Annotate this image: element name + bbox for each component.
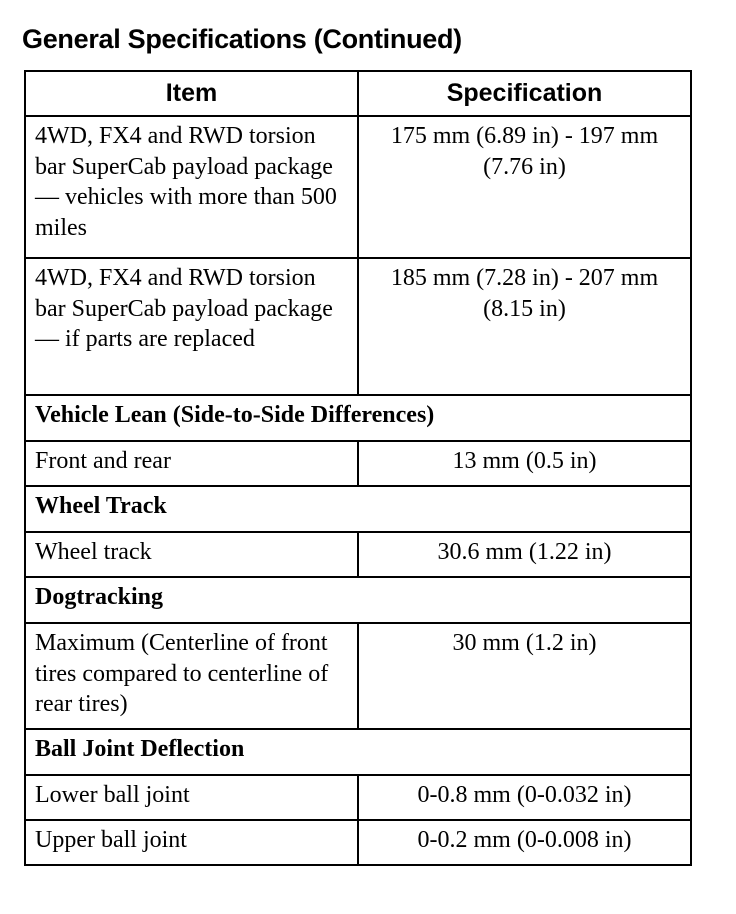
specification-cell: 185 mm (7.28 in) - 207 mm (8.15 in)	[358, 258, 691, 395]
table-row	[25, 623, 691, 729]
column-header-specification: Specification	[358, 71, 691, 116]
table-row	[25, 775, 691, 820]
section-heading: Ball Joint Deflection	[25, 729, 691, 775]
item-cell: Wheel track	[25, 532, 358, 577]
item-cell: Maximum (Centerline of front tires compared to centerline of rear tires)	[25, 623, 358, 729]
table-row	[25, 258, 691, 395]
page-title: General Specifications (Continued)	[22, 24, 462, 54]
table-header-row	[25, 71, 691, 116]
specification-cell: 30 mm (1.2 in)	[358, 623, 691, 729]
specification-cell: 30.6 mm (1.22 in)	[358, 532, 691, 577]
section-row	[25, 486, 691, 532]
specification-cell: 0-0.2 mm (0-0.008 in)	[358, 820, 691, 865]
item-cell: 4WD, FX4 and RWD torsion bar SuperCab payload package — if parts are replaced	[25, 258, 358, 395]
section-row	[25, 577, 691, 623]
item-cell: 4WD, FX4 and RWD torsion bar SuperCab payload package — vehicles with more than 500 miles	[25, 116, 358, 258]
table-row	[25, 532, 691, 577]
table-row	[25, 820, 691, 865]
table-row	[25, 116, 691, 258]
table-row	[25, 441, 691, 486]
specification-cell: 13 mm (0.5 in)	[358, 441, 691, 486]
specification-cell: 0-0.8 mm (0-0.032 in)	[358, 775, 691, 820]
item-cell: Front and rear	[25, 441, 358, 486]
section-heading: Wheel Track	[25, 486, 691, 532]
column-header-item: Item	[25, 71, 358, 116]
item-cell: Upper ball joint	[25, 820, 358, 865]
item-cell: Lower ball joint	[25, 775, 358, 820]
section-row	[25, 729, 691, 775]
section-heading: Vehicle Lean (Side-to-Side Differences)	[25, 395, 691, 441]
section-row	[25, 395, 691, 441]
specifications-table	[24, 70, 692, 866]
section-heading: Dogtracking	[25, 577, 691, 623]
specification-cell: 175 mm (6.89 in) - 197 mm (7.76 in)	[358, 116, 691, 258]
